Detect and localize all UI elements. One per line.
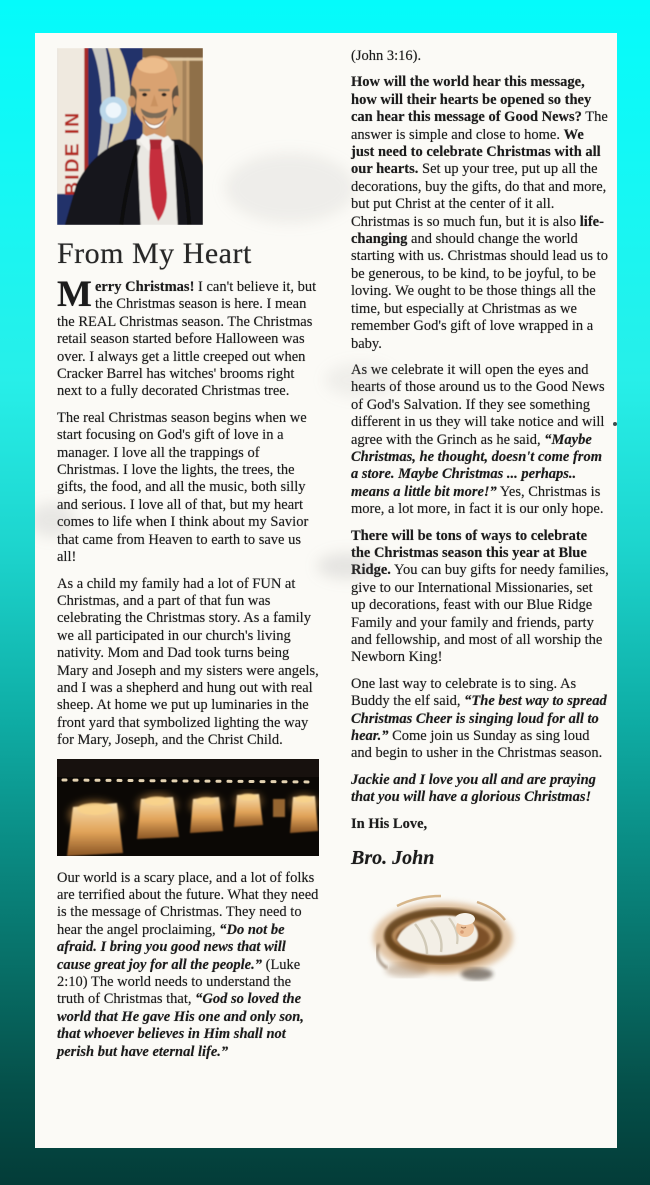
bold-text: life-changing [351,213,604,248]
paragraph-text: Yes, Christmas is more, a lot more, in fact it is our only hope. [351,483,604,518]
paragraph-text: (Luke 2:10) The world needs to understand the truth of Christmas that, [57,956,301,1008]
newsletter-page [35,33,617,1148]
article-title: From My Heart [57,237,252,270]
luminaria-photo [57,759,319,856]
scripture-quote: “Do not be afraid. I bring you good news that will cause great joy for all the people.” [57,921,286,973]
right-column [351,48,609,1070]
paragraph-text: You can buy gifts for needy families, give to our International Missionaries, set up decorations, feast with our Blue Ridge Family and your family and friends, party and fellowship, and most of all worship the Newborn King! [351,562,609,666]
paragraph-real-season: The real Christmas season begins when we start focusing on God's gift of love in a manager. I love all the trappings of Christmas. I love the lights, the trees, the gifts, the food, and all the music, both silly and serious. I love all of that, but my heart comes to life when I think about my Savior that came from Heaven to earth to save us all! [57,409,309,566]
paragraph-text: One last way to celebrate is to sing. As Buddy the elf said, [351,675,577,710]
buddy-elf-quote: “The best way to spread Christmas Cheer is singing loud for all to hear.” [351,693,607,745]
bold-text: We just need to celebrate Christmas with all our hearts. [351,126,601,178]
paragraph-text: Come join us Sunday as sing loud and begin to usher in the Christmas season. [351,728,603,762]
drop-cap: M [57,274,92,315]
pastor-photo [57,48,203,225]
scan-dot [613,422,617,426]
paragraph-text: The answer is simple and close to home. [351,109,608,143]
paragraph-ways-to-celebrate [351,528,609,667]
paragraph-text: Our world is a scary place, and a lot of folks are terrified about the future. What they need is the message of Christmas. They need to hear the angel proclaiming, [57,869,319,938]
paragraph-scary-world [57,870,321,1061]
paragraph-as-we-celebrate [351,362,609,519]
paragraph-sing [351,676,609,763]
bold-text: There will be tons of ways to celebrate the Christmas season this year at Blue Ridge. [351,527,588,579]
manger-illustration [357,882,527,992]
paragraph-childhood: As a child my family had a lot of FUN at Christmas, and a part of that fun was celebrating the Christmas story. As a family we all participated in our church's living nativity. Mom and Dad took turns being Mary and Joseph and my sisters were angels, and I was a shepherd and hung out with real sheep. At home we put up luminaries in the front yard that symbolized lighting the way for Mary, Joseph, and the Christ Child. [57,575,319,749]
paragraph-text: I can't believe it, but the Christmas season is here. I mean the REAL Christmas season. The Christmas retail season started before Halloween was over. I always get a little creeped out when Cracker Barrel has witches' brooms right next to a fully decorated Christmas tree. [57,279,317,400]
signature: Bro. John [351,847,435,870]
scripture-quote: “God so loved the world that He gave His one and only son, that whoever believes in Him shall not perish but have eternal life.” [57,991,304,1060]
paragraph-merry-christmas [57,274,321,401]
paragraph-blessing: Jackie and I love you all and are praying that you will have a glorious Christmas! [351,771,596,806]
banner-text: BIDE IN [61,110,84,196]
paragraph-how-will-world-hear [351,74,609,353]
paragraph-text: and should change the world starting with us. Christmas should lead us to be generous, to be kind, to be joyful, to be loving. We ought to be those things all the time, but especially at Christmas as we remember God's gift of love wrapped in a baby. [351,231,608,352]
verse-reference: (John 3:16). [351,48,422,64]
grinch-quote: “Maybe Christmas, he thought, doesn't come from a store. Maybe Christmas ... perhaps.. means a little bit more!” [351,431,602,500]
paragraph-text: As we celebrate it will open the eyes and hearts of those around us to the Good News of God's Salvation. If they see something different in us they will take notice and will agree with the Grinch as he said, [351,361,605,448]
left-column [57,48,321,1070]
closing-line: In His Love, [351,815,428,832]
bold-lead: erry Christmas! [94,279,195,295]
paragraph-text: Set up your tree, put up all the decorations, buy the gifts, do that and more, but put Christ at the center of it all. Christmas is so much fun, but it is also [351,161,607,230]
bold-text: How will the world hear this message, how will their hearts be opened so they can hear this message of Good News? [351,74,592,126]
